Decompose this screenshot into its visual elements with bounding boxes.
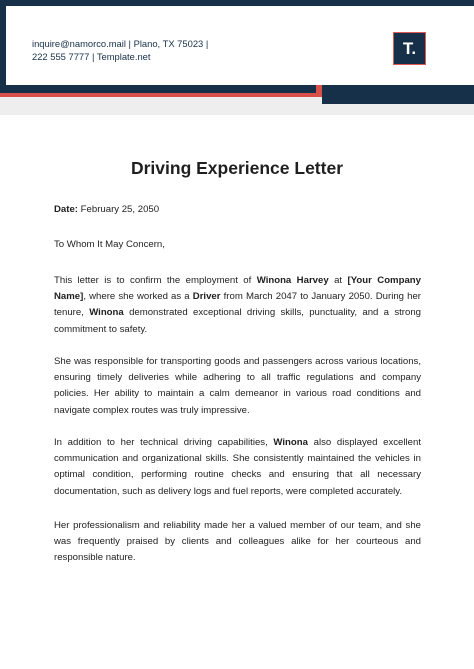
salutation: To Whom It May Concern, bbox=[54, 239, 165, 250]
letter-date bbox=[54, 204, 159, 215]
date-value: February 25, 2050 bbox=[80, 204, 160, 215]
contact-info bbox=[32, 38, 208, 63]
company-logo: T. bbox=[393, 32, 426, 65]
employee-first-name: Winona bbox=[89, 307, 124, 319]
divider-band-right bbox=[322, 104, 474, 115]
contact-line-2: 222 555 7777 | Template.net bbox=[32, 50, 151, 62]
paragraph-1: This letter is to confirm the employment of Winona Harvey at [Your Company Name], where she worked as a Driver from March 2047 to January 2050. During her tenure, Winona demonstrated exceptional driving skills, punctuality, and a strong commitment to safety. bbox=[54, 275, 421, 335]
letter-title: Driving Experience Letter bbox=[130, 158, 344, 178]
paragraph-4: Her professionalism and reliability made her a valued member of our team, and she was frequently praised by clients and colleagues alike for her courteous and responsible nature. bbox=[54, 520, 421, 564]
company-name: [Your Company Name] bbox=[54, 275, 421, 303]
paragraph-3: In addition to her technical driving capabilities, Winona also displayed excellent communication and organizational skills. She consistently maintained the vehicles in optimal condition, performing routine checks and ensuring that all necessary documentation, such as delivery logs and fuel reports, were completed accurately. bbox=[54, 437, 421, 497]
divider-band bbox=[0, 97, 322, 115]
job-role: Driver bbox=[192, 291, 221, 303]
employee-name: Winona Harvey bbox=[256, 275, 329, 286]
date-label: Date: bbox=[54, 204, 78, 215]
paragraph-2: She was responsible for transporting goods and passengers across various locations, ensuring timely deliveries while adhering to all traffic regulations and company policies. Her ability to maintain a calm demeanor in various road conditions and navigate complex routes was truly impressive. bbox=[54, 356, 421, 416]
contact-line-1: inquire@namorco.mail | Plano, TX 75023 | bbox=[32, 38, 209, 49]
employee-first-name: Winona bbox=[273, 437, 308, 448]
